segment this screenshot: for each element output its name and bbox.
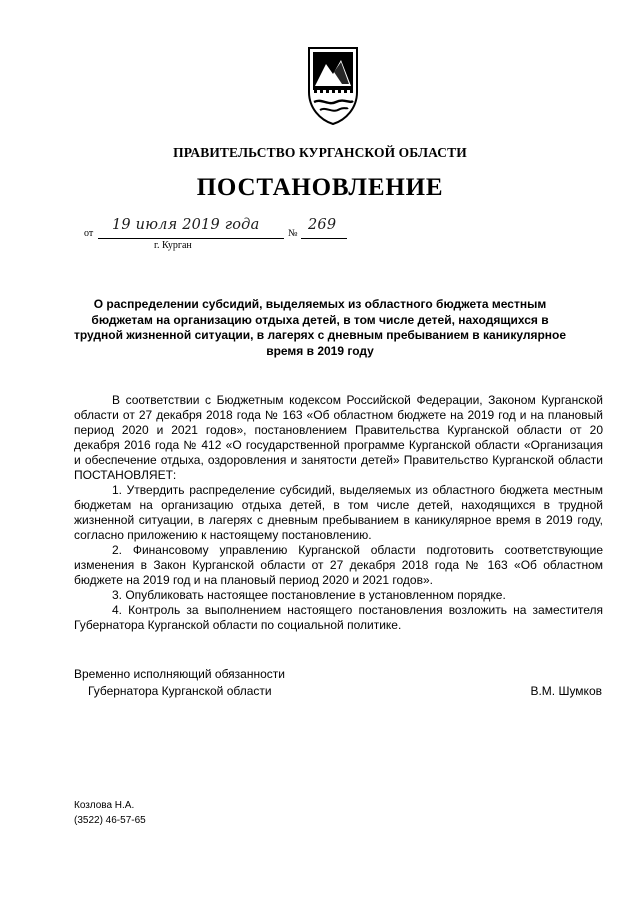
date-from-label: от xyxy=(84,228,94,239)
handwritten-number: 269 xyxy=(308,217,337,233)
city-label: г. Курган xyxy=(154,240,192,251)
document-type-title: ПОСТАНОВЛЕНИЕ xyxy=(196,174,444,201)
body-paragraph: 2. Финансовому управлению Курганской области подготовить соответствующие изменения в Закон Курганской области от 27 декабря 2018 года № 163 «Об областном бюджете на 2019 год и на плановый период 2020 и 2021 годов». xyxy=(74,543,603,587)
date-number-line xyxy=(84,214,364,258)
document-body xyxy=(74,393,603,633)
body-paragraph: 4. Контроль за выполнением настоящего постановления возложить на заместителя Губернатора Курганской области по социальной политике. xyxy=(74,603,603,632)
body-paragraph: 1. Утвердить распределение субсидий, выделяемых из областного бюджета местным бюджетам на организацию отдыха детей, в том числе детей, находящихся в трудной жизненной ситуации, в лагерях с дневным пребыванием в каникулярное время в 2019 году, согласно приложению к настоящему постановлению. xyxy=(74,483,603,542)
government-name: ПРАВИТЕЛЬСТВО КУРГАНСКОЙ ОБЛАСТИ xyxy=(173,145,467,160)
signatory-name: В.М. Шумков xyxy=(530,684,602,698)
signatory-role-line2: Губернатора Курганской области xyxy=(88,684,272,698)
document-subject: О распределении субсидий, выделяемых из областного бюджета местным бюджетам на организацию отдыха детей, в том числе детей, находящихся в трудной жизненной ситуации, в лагерях с дневным пребыванием в каникулярное время в 2019 году xyxy=(73,297,567,358)
contact-phone: (3522) 46-57-65 xyxy=(74,815,146,826)
handwritten-date: 19 июля 2019 года xyxy=(112,217,260,233)
contact-info xyxy=(74,798,146,828)
signatory-role-line1: Временно исполняющий обязанности xyxy=(74,667,285,681)
signature-block xyxy=(74,666,604,700)
number-label: № xyxy=(288,228,298,239)
body-paragraph: 3. Опубликовать настоящее постановление в установленном порядке. xyxy=(112,588,506,602)
date-underline xyxy=(98,238,284,239)
number-underline xyxy=(301,238,347,239)
coat-of-arms-emblem xyxy=(306,46,360,126)
body-paragraph: В соответствии с Бюджетным кодексом Российской Федерации, Законом Курганской области от 27 декабря 2018 года № 163 «Об областном бюджете на 2019 год и на плановый период 2020 и 2021 годов», постановлением Правительства Курганской области от 20 декабря 2016 года № 412 «О государственной программе Курганской области «Организация и обеспечение отдыха, оздоровления и занятости детей» Правительство Курганской области ПОСТАНОВЛЯЕТ: xyxy=(74,393,603,482)
contact-name: Козлова Н.А. xyxy=(74,800,135,811)
